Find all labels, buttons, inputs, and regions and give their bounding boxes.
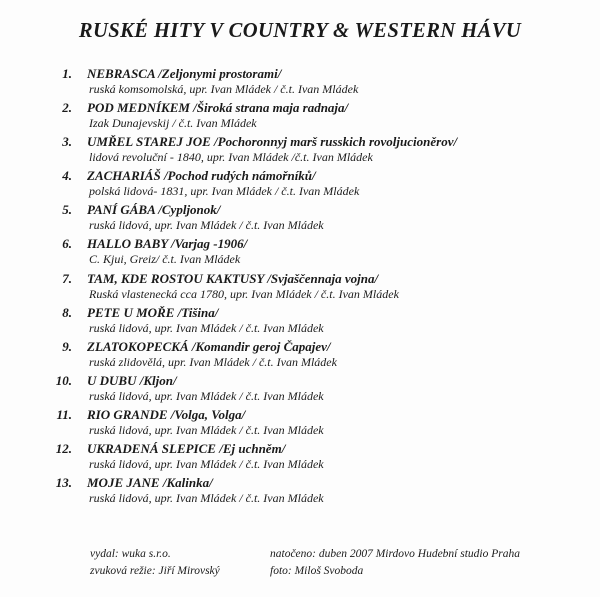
track-title: TAM, KDE ROSTOU KAKTUSY /Svjaščennaja vojna/ xyxy=(87,270,379,286)
track-credits: ruská zlidovělá, upr. Ivan Mládek / č.t. Ivan Mládek xyxy=(89,354,337,369)
track-number: 11. xyxy=(56,406,72,422)
track-credits: Izak Dunajevskij / č.t. Ivan Mládek xyxy=(89,116,257,131)
track-title: NEBRASCA /Zeljonymi prostorami/ xyxy=(87,66,282,81)
track-item xyxy=(0,271,600,305)
track-title: UMŘEL STAREJ JOE /Pochoronnyj marš russkich rovoljucioněrov/ xyxy=(87,134,458,150)
track-item xyxy=(0,100,600,134)
track-number: 1. xyxy=(62,66,72,81)
track-title: HALLO BABY /Varjag -1906/ xyxy=(87,236,248,252)
track-title: U DUBU /Kljon/ xyxy=(87,372,177,388)
track-title: ZACHARIÁŠ /Pochod rudých námořníků/ xyxy=(87,168,316,184)
track-item xyxy=(0,339,600,373)
track-credits: ruská komsomolská, upr. Ivan Mládek / č.t. Ivan Mládek xyxy=(89,82,359,96)
track-title: PANÍ GÁBA /Cypljonok/ xyxy=(87,202,221,218)
track-number: 2. xyxy=(62,100,72,116)
track-number: 13. xyxy=(55,475,72,491)
track-credits: polská lidová- 1831, upr. Ivan Mládek / č.t. Ivan Mládek xyxy=(89,184,360,199)
track-item xyxy=(0,305,600,339)
publisher-credit: vydal: wuka s.r.o. xyxy=(90,548,171,560)
track-number: 12. xyxy=(55,441,72,457)
track-number: 6. xyxy=(62,236,72,252)
track-number: 3. xyxy=(62,134,72,150)
track-title: MOJE JANE /Kalinka/ xyxy=(87,475,213,491)
track-credits: ruská lidová, upr. Ivan Mládek / č.t. Ivan Mládek xyxy=(89,457,324,472)
track-item xyxy=(0,475,600,509)
track-item xyxy=(0,168,600,202)
track-title: UKRADENÁ SLEPICE /Ej uchněm/ xyxy=(87,441,286,457)
track-credits: ruská lidová, upr. Ivan Mládek / č.t. Ivan Mládek xyxy=(89,218,324,233)
recording-credit: natočeno: duben 2007 Mirdovo Hudební studio Praha xyxy=(270,548,520,560)
track-number: 9. xyxy=(62,338,72,354)
track-title: PETE U MOŘE /Tišina/ xyxy=(87,304,219,320)
track-number: 10. xyxy=(55,372,72,388)
track-credits: ruská lidová, upr. Ivan Mládek / č.t. Ivan Mládek xyxy=(89,388,324,403)
sound-engineer-credit: zvuková režie: Jiří Mirovský xyxy=(90,565,220,577)
track-title: ZLATOKOPECKÁ /Komandir geroj Čapajev/ xyxy=(87,338,331,354)
track-item xyxy=(0,441,600,475)
track-number: 5. xyxy=(62,202,72,218)
track-item xyxy=(0,66,600,100)
track-credits: ruská lidová, upr. Ivan Mládek / č.t. Ivan Mládek xyxy=(89,491,324,506)
track-credits: ruská lidová, upr. Ivan Mládek / č.t. Ivan Mládek xyxy=(89,320,324,335)
track-credits: lidová revoluční - 1840, upr. Ivan Mládek /č.t. Ivan Mládek xyxy=(89,150,373,165)
track-title: RIO GRANDE /Volga, Volga/ xyxy=(87,406,246,422)
footer-right xyxy=(270,546,520,580)
track-credits: ruská lidová, upr. Ivan Mládek / č.t. Ivan Mládek xyxy=(89,422,324,437)
track-credits: Ruská vlastenecká cca 1780, upr. Ivan Mládek / č.t. Ivan Mládek xyxy=(89,286,399,301)
track-item xyxy=(0,202,600,236)
track-number: 8. xyxy=(62,304,72,320)
track-list xyxy=(0,66,600,509)
photo-credit: foto: Miloš Svoboda xyxy=(270,565,364,577)
track-item xyxy=(0,373,600,407)
track-item xyxy=(0,236,600,270)
track-item xyxy=(0,407,600,441)
footer-left xyxy=(90,546,220,580)
track-item xyxy=(0,134,600,168)
track-credits: C. Kjui, Greiz/ č.t. Ivan Mládek xyxy=(89,252,241,267)
album-title: RUSKÉ HITY V COUNTRY & WESTERN HÁVU xyxy=(78,18,522,42)
track-number: 7. xyxy=(62,270,72,286)
track-title: POD MEDNÍKEM /Široká strana maja radnaja/ xyxy=(87,100,349,116)
track-number: 4. xyxy=(62,168,72,184)
